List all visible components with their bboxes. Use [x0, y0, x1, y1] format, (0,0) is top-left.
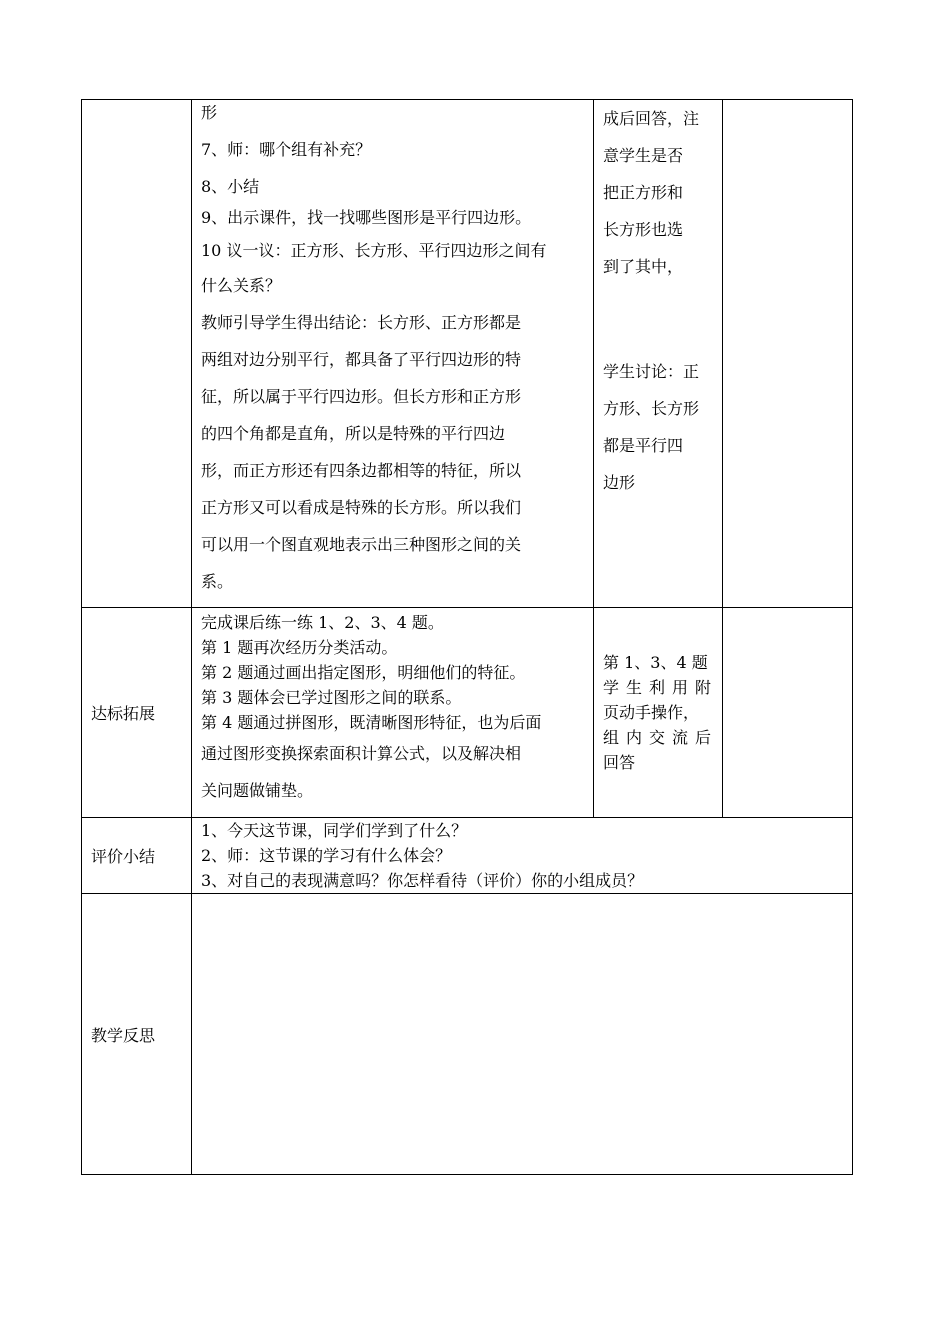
student-line: 意学生是否 — [603, 146, 684, 165]
table-row-extension — [82, 608, 853, 818]
student-line: 边形 — [603, 473, 636, 492]
process-line: 7、师：哪个组有补充？ — [201, 140, 372, 159]
process-line: 第 4 题通过拼图形，既清晰图形特征，也为后面 — [201, 713, 542, 732]
process-line: 8、小结 — [201, 177, 260, 196]
process-line: 正方形又可以看成是特殊的长方形。所以我们 — [201, 498, 522, 517]
extension-process-cell — [192, 608, 594, 818]
student-line: 页动手操作， — [603, 703, 700, 722]
student-line: 学 生 利 用 附 — [603, 678, 711, 697]
student-line: 组 内 交 流 后 — [603, 728, 711, 747]
process-line: 关问题做铺垫。 — [201, 781, 314, 800]
stage-label-cell-empty — [82, 100, 192, 608]
stage-label-extension: 达标拓展 — [82, 608, 192, 818]
lesson-plan-table — [81, 99, 853, 1175]
student-line: 学生讨论：正 — [603, 362, 700, 381]
process-line: 10 议一议：正方形、长方形、平行四边形之间有 — [201, 241, 547, 260]
process-line: 通过图形变换探索面积计算公式，以及解决相 — [201, 744, 522, 763]
process-line: 系。 — [201, 572, 234, 591]
process-line: 教师引导学生得出结论：长方形、正方形都是 — [201, 313, 522, 332]
student-line: 方形、长方形 — [603, 399, 700, 418]
process-line: 两组对边分别平行，都具备了平行四边形的特 — [201, 350, 522, 369]
process-line: 可以用一个图直观地表示出三种图形之间的关 — [201, 535, 522, 554]
summary-line: 2、师：这节课的学习有什么体会？ — [201, 846, 452, 865]
student-line: 回答 — [603, 753, 636, 772]
stage-label-summary: 评价小结 — [82, 818, 192, 894]
extension-student-cell — [594, 608, 723, 818]
teaching-process-cell — [192, 100, 594, 608]
student-line: 长方形也选 — [603, 220, 684, 239]
process-line: 第 3 题体会已学过图形之间的联系。 — [201, 688, 462, 707]
student-line: 到了其中， — [603, 257, 684, 276]
process-line: 什么关系？ — [201, 276, 282, 295]
stage-label-reflection: 教学反思 — [82, 894, 192, 1175]
summary-line: 1、今天这节课，同学们学到了什么？ — [201, 821, 468, 840]
blank-spacer — [603, 285, 718, 353]
process-line: 征，所以属于平行四边形。但长方形和正方形 — [201, 387, 522, 406]
process-line: 第 1 题再次经历分类活动。 — [201, 638, 398, 657]
student-line: 都是平行四 — [603, 436, 684, 455]
notes-cell-empty — [723, 100, 853, 608]
process-line: 形，而正方形还有四条边都相等的特征，所以 — [201, 461, 522, 480]
process-line: 形 — [201, 103, 218, 122]
table-row-summary — [82, 818, 853, 894]
student-activity-cell — [594, 100, 723, 608]
student-line: 成后回答，注 — [603, 109, 700, 128]
process-line: 完成课后练一练 1、2、3、4 题。 — [201, 613, 444, 632]
table-row-reflection — [82, 894, 853, 1175]
student-line: 第 1、3、4 题 — [603, 653, 708, 672]
table-row-process-continued — [82, 100, 853, 608]
process-line: 的四个角都是直角，所以是特殊的平行四边 — [201, 424, 506, 443]
process-line: 9、出示课件，找一找哪些图形是平行四边形。 — [201, 208, 532, 227]
summary-content-cell — [192, 818, 853, 894]
notes-cell-empty — [723, 608, 853, 818]
student-line: 把正方形和 — [603, 183, 684, 202]
process-line: 第 2 题通过画出指定图形，明细他们的特征。 — [201, 663, 526, 682]
summary-line: 3、对自己的表现满意吗？你怎样看待（评价）你的小组成员？ — [201, 871, 644, 890]
reflection-content-cell[interactable] — [192, 894, 853, 1175]
